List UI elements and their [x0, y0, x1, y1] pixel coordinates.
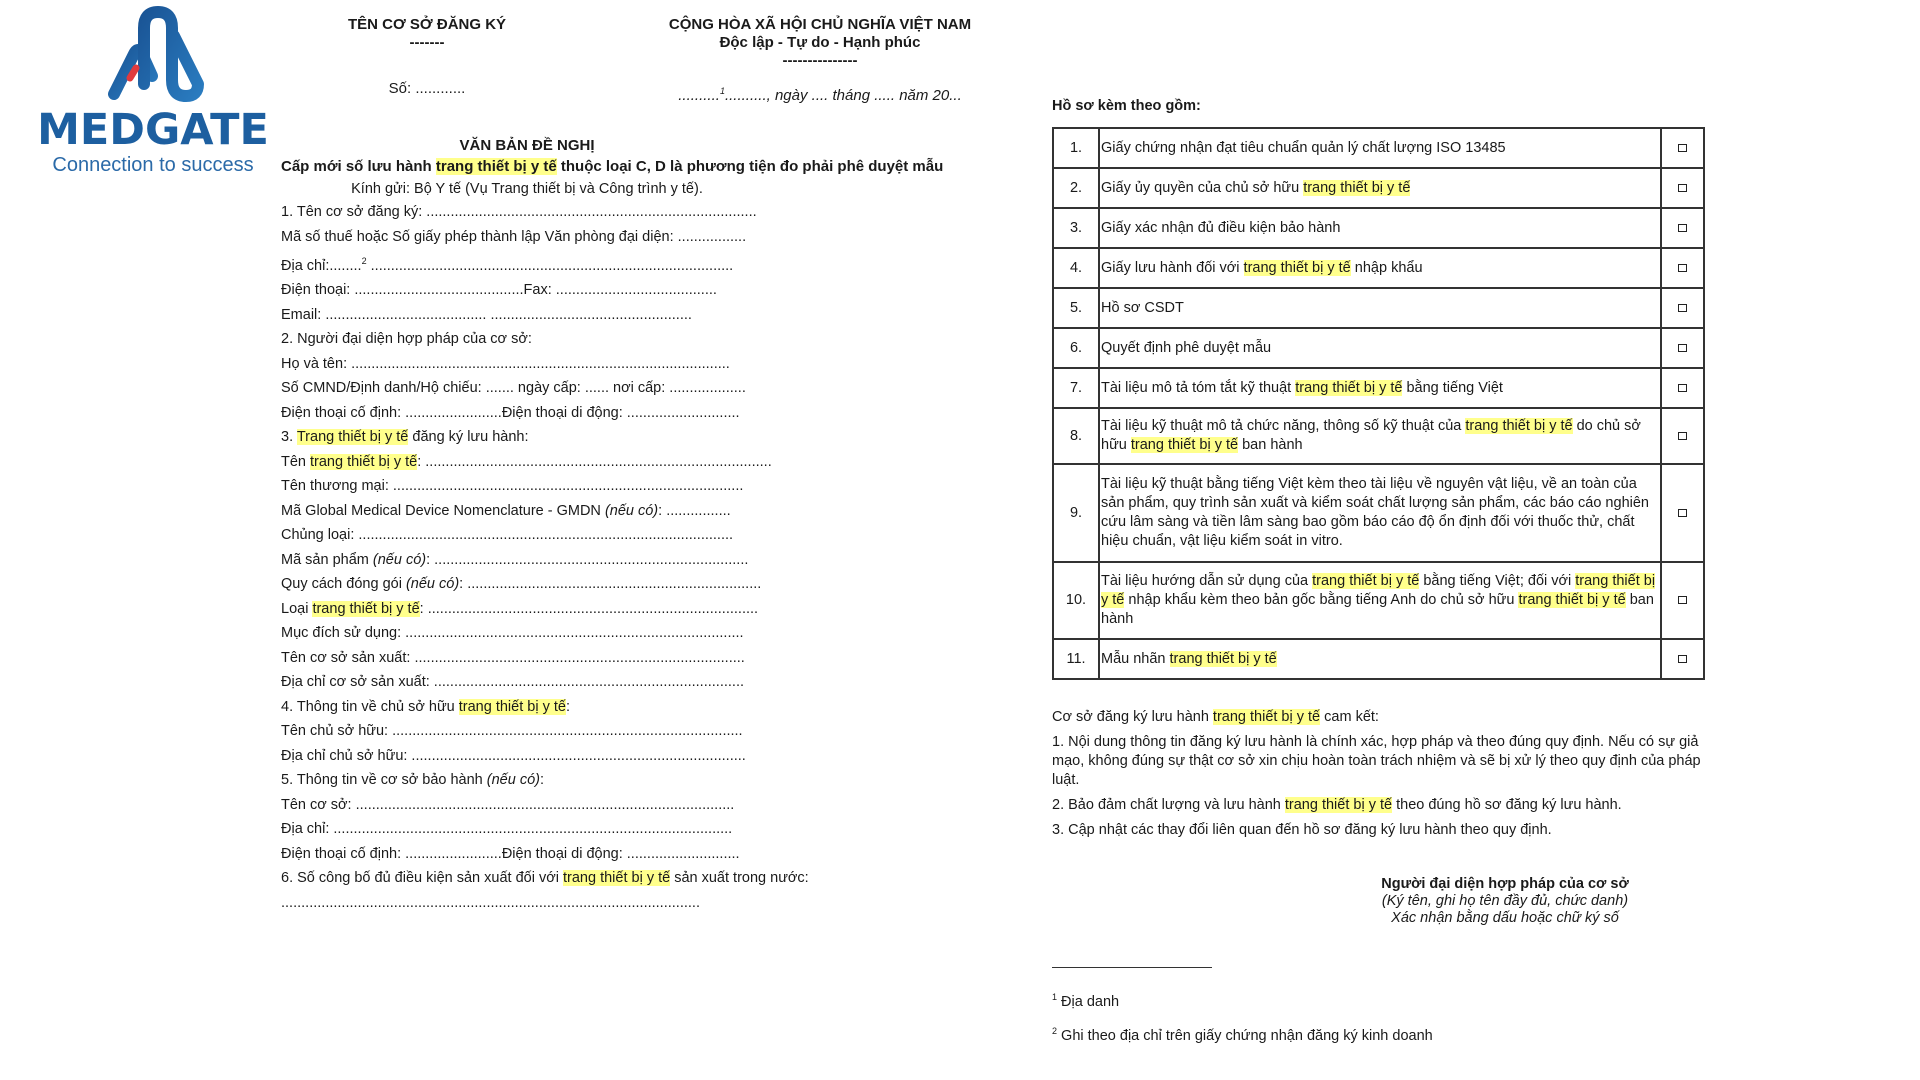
text: Giấy lưu hành đối với [1101, 259, 1244, 276]
text: Tài liệu mô tả tóm tắt kỹ thuật [1101, 379, 1296, 396]
field-device-type[interactable] [281, 597, 809, 622]
doc-subtitle [281, 158, 943, 176]
attachments-table [1052, 127, 1705, 680]
subtitle-highlight: trang thiết bị y tế [435, 158, 557, 175]
highlight: trang thiết bị y tế [562, 870, 671, 887]
optional-note: (nếu có) [372, 551, 427, 568]
attachment-checkbox-cell [1661, 639, 1704, 679]
section-device [281, 425, 809, 450]
checkbox-icon[interactable] [1678, 596, 1687, 604]
attachment-description [1099, 288, 1661, 328]
address-dots: .......................................................................................... [366, 257, 734, 274]
highlight: trang thiết bị y tế [1518, 592, 1626, 608]
subtitle-text: Cấp mới số lưu hành [281, 158, 436, 175]
signature-note-1: (Ký tên, ghi họ tên đầy đủ, chức danh) [1381, 893, 1629, 909]
date-suffix: .........., ngày .... tháng ..... năm 20... [724, 87, 962, 104]
footnote-ref-2: 2 [361, 256, 367, 266]
attachment-number: 7. [1053, 368, 1099, 408]
attachment-row [1053, 368, 1704, 408]
text-end: cam kết: [1320, 709, 1379, 725]
section-text: 6. Số công bố đủ điều kiện sản xuất đối với [281, 870, 563, 887]
attachments-heading: Hồ sơ kèm theo gồm: [1052, 98, 1201, 114]
attachment-row [1053, 248, 1704, 288]
attachment-number: 2. [1053, 168, 1099, 208]
highlight: trang thiết bị y tế [1303, 179, 1411, 196]
attachment-row [1053, 639, 1704, 679]
text: nhập khẩu kèm theo bản gốc bằng tiếng Anh do chủ sở hữu [1124, 592, 1519, 608]
section-text: đăng ký lưu hành: [408, 429, 529, 446]
registration-form [281, 200, 809, 915]
text: Tài liệu kỹ thuật bằng tiếng Việt kèm theo tài liệu về nguyên vật liệu, về an toàn của sản phẩm, quy trình sản xuất và kiểm soát chất lượng sản phẩm, các báo cáo nghiên cứu lâm sàng và tiền lâm sàng bao gồm báo cáo độ ổn định đối với thuốc thử, chất hiệu chuẩn, vật liệu kiểm soát in vitro. [1101, 476, 1649, 549]
section-text: 4. Thông tin về chủ sở hữu [281, 698, 459, 715]
field-category[interactable]: Chủng loại: ............................................................................................. [281, 527, 734, 544]
label: Quy cách đóng gói [281, 576, 406, 593]
field-intended-use[interactable]: Mục đích sử dụng: .................................................................................... [281, 625, 744, 642]
label: Mã Global Medical Device Nomenclature - GMDN [281, 502, 605, 519]
field-warranty-address[interactable]: Địa chỉ: ................................................................................................... [281, 821, 733, 838]
footnote-ref-1: 1 [719, 86, 725, 96]
commitment-1: 1. Nội dung thông tin đăng ký lưu hành là chính xác, hợp pháp và theo đúng quy định. Nếu có sự giả mạo, không đúng sự thật cơ sở xin chịu hoàn toàn trách nhiệm và sẽ bị xử lý theo quy định của pháp luật. [1052, 734, 1701, 788]
attachment-description [1099, 208, 1661, 248]
text: Cơ sở đăng ký lưu hành [1052, 709, 1213, 725]
checkbox-icon[interactable] [1678, 344, 1687, 352]
commitment-intro [1052, 708, 1732, 727]
highlight: trang thiết bị y tế [1284, 797, 1393, 813]
optional-note: (nếu có) [604, 502, 659, 519]
section-text: 5. Thông tin về cơ sở bảo hành [281, 772, 487, 789]
footnote-1 [1052, 988, 1119, 1012]
field-packaging[interactable] [281, 572, 809, 597]
checkbox-icon[interactable] [1678, 432, 1687, 440]
field-tax-code[interactable]: Mã số thuế hoặc Số giấy phép thành lập Văn phòng đại diện: ................. [281, 228, 747, 245]
text: Tài liệu kỹ thuật mô tả chức năng, thông số kỹ thuật của [1101, 418, 1466, 434]
attachment-row [1053, 328, 1704, 368]
attachment-number: 6. [1053, 328, 1099, 368]
highlight: trang thiết bị y tế [1295, 379, 1403, 396]
attachment-number: 8. [1053, 408, 1099, 464]
logo-brand: MEDGATE [37, 105, 269, 155]
signature-block [1340, 876, 1670, 927]
highlight: trang thiết bị y tế [310, 453, 418, 470]
highlight: trang thiết bị y tế [1243, 259, 1351, 276]
attachment-number: 11. [1053, 639, 1099, 679]
checkbox-icon[interactable] [1678, 264, 1687, 272]
section-number: 3. [281, 429, 297, 446]
highlight: trang thiết bị y tế [1169, 650, 1277, 667]
field-email[interactable]: Email: ........................................ .................................................. [281, 306, 692, 323]
highlight: trang thiết bị y tế [1465, 418, 1573, 434]
text: nhập khẩu [1350, 259, 1423, 276]
label: Loại [281, 600, 313, 617]
text: ban hành [1238, 437, 1303, 453]
checkbox-icon[interactable] [1678, 224, 1687, 232]
colon: : [539, 772, 545, 789]
field-production-number[interactable]: ........................................................................................................ [281, 894, 700, 911]
attachment-checkbox-cell [1661, 248, 1704, 288]
text: Quyết định phê duyệt mẫu [1101, 339, 1272, 356]
checkbox-icon[interactable] [1678, 384, 1687, 392]
highlight: trang thiết bị y tế [1130, 437, 1239, 453]
commitment-section [1052, 708, 1732, 840]
attachment-checkbox-cell [1661, 288, 1704, 328]
dots: : ................ [658, 502, 731, 519]
checkbox-icon[interactable] [1678, 144, 1687, 152]
field-owner-name[interactable]: Tên chủ sở hữu: ....................................................................................... [281, 723, 743, 740]
attachment-checkbox-cell [1661, 128, 1704, 168]
field-device-name[interactable] [281, 450, 809, 475]
optional-note: (nếu có) [486, 772, 540, 789]
attachment-checkbox-cell [1661, 464, 1704, 562]
field-owner-address[interactable]: Địa chỉ chủ sở hữu: ................................................................................... [281, 747, 746, 764]
highlight: trang thiết bị y tế [458, 698, 566, 715]
footnote-text: Địa danh [1061, 993, 1120, 1010]
text: Tài liệu hướng dẫn sử dụng của [1101, 573, 1313, 589]
field-trade-name[interactable]: Tên thương mại: ....................................................................................... [281, 478, 744, 495]
doc-title: VĂN BẢN ĐỀ NGHỊ [459, 137, 595, 154]
field-phone-fax[interactable]: Điện thoại: ..........................................Fax: ........................................ [281, 282, 717, 299]
footnote-mark: 1 [1052, 992, 1058, 1002]
address-label: Địa chỉ:........ [281, 257, 362, 274]
footnote-text: Ghi theo địa chỉ trên giấy chứng nhận đăng ký kinh doanh [1061, 1027, 1433, 1044]
field-rep-name[interactable]: Họ và tên: .............................................................................................. [281, 355, 730, 372]
section-legal-rep: 2. Người đại diện hợp pháp của cơ sở: [281, 331, 532, 348]
highlight: trang thiết bị y tế [1101, 573, 1656, 608]
section-warranty [281, 768, 809, 793]
text: Giấy chứng nhận đạt tiêu chuẩn quản lý chất lượng ISO 13485 [1101, 139, 1506, 156]
field-warranty-phone[interactable]: Điện thoại cố định: ........................Điện thoại di động: ............................ [281, 845, 740, 862]
field-org-name[interactable]: 1. Tên cơ sở đăng ký: .................................................................................. [281, 204, 757, 220]
medgate-logo-mark-icon [106, 6, 206, 104]
doc-number: Số: ............ [388, 80, 466, 97]
recipient: Kính gửi: Bộ Y tế (Vụ Trang thiết bị và Công trình y tế). [351, 181, 703, 197]
attachment-number: 10. [1053, 562, 1099, 639]
dots: : .................................................................................. [419, 600, 759, 617]
footnote-divider [1052, 967, 1212, 968]
attachment-row [1053, 408, 1704, 464]
attachment-description [1099, 328, 1661, 368]
text: ban hành [1101, 592, 1654, 627]
attachment-checkbox-cell [1661, 368, 1704, 408]
attachment-row [1053, 128, 1704, 168]
section-production-number [281, 866, 809, 891]
attachment-number: 9. [1053, 464, 1099, 562]
label: Mã sản phẩm [281, 551, 373, 568]
field-address[interactable] [281, 249, 809, 278]
highlight: trang thiết bị y tế [312, 600, 420, 617]
attachment-row [1053, 464, 1704, 562]
org-label: TÊN CƠ SỞ ĐĂNG KÝ [347, 16, 507, 33]
checkbox-icon[interactable] [1678, 184, 1687, 192]
attachment-description [1099, 368, 1661, 408]
attachment-description [1099, 639, 1661, 679]
attachment-description [1099, 562, 1661, 639]
field-rep-phone[interactable]: Điện thoại cố định: ........................Điện thoại di động: ............................ [281, 404, 740, 421]
field-manufacturer[interactable]: Tên cơ sở sản xuất: .................................................................................. [281, 649, 745, 666]
attachment-row [1053, 288, 1704, 328]
attachment-checkbox-cell [1661, 328, 1704, 368]
text: bằng tiếng Việt [1402, 379, 1503, 396]
text: bằng tiếng Việt; đối với [1419, 573, 1576, 589]
field-rep-id[interactable]: Số CMND/Định danh/Hộ chiếu: ....... ngày cấp: ...... nơi cấp: ................... [281, 380, 746, 397]
attachment-description [1099, 408, 1661, 464]
optional-note: (nếu có) [405, 576, 460, 593]
section-text-end: sản xuất trong nước: [670, 870, 809, 887]
dots: : .............................................................................. [426, 551, 749, 568]
field-warranty-name[interactable]: Tên cơ sở: .............................................................................................. [281, 796, 735, 813]
attachment-description [1099, 168, 1661, 208]
commitment-3: 3. Cập nhật các thay đổi liên quan đến hồ sơ đăng ký lưu hành theo quy định. [1052, 822, 1552, 838]
footnote-mark: 2 [1052, 1026, 1058, 1036]
text-end: theo đúng hồ sơ đăng ký lưu hành. [1392, 797, 1622, 813]
attachment-checkbox-cell [1661, 408, 1704, 464]
attachment-row [1053, 168, 1704, 208]
attachment-row [1053, 562, 1704, 639]
attachment-description [1099, 464, 1661, 562]
checkbox-icon[interactable] [1678, 304, 1687, 312]
attachment-number: 5. [1053, 288, 1099, 328]
attachment-number: 3. [1053, 208, 1099, 248]
highlight: trang thiết bị y tế [1212, 709, 1321, 725]
motto: Độc lập - Tự do - Hạnh phúc [719, 34, 921, 51]
dots: : ......................................................................... [459, 576, 762, 593]
text: Hồ sơ CSDT [1101, 299, 1184, 316]
highlight: Trang thiết bị y tế [296, 429, 409, 446]
country-name: CỘNG HÒA XÃ HỘI CHỦ NGHĨA VIỆT NAM [668, 16, 972, 33]
text: 2. Bảo đảm chất lượng và lưu hành [1052, 797, 1285, 813]
date-line [600, 82, 1040, 105]
org-dashes: ------- [409, 34, 445, 51]
attachment-description [1099, 128, 1661, 168]
attachment-checkbox-cell [1661, 168, 1704, 208]
attachment-description [1099, 248, 1661, 288]
logo-tagline: Connection to success [52, 154, 254, 176]
checkbox-icon[interactable] [1678, 509, 1687, 517]
field-gmdn[interactable] [281, 499, 809, 524]
label: Tên [281, 453, 311, 470]
signature-title: Người đại diện hợp pháp của cơ sở [1381, 876, 1629, 892]
attachment-checkbox-cell [1661, 562, 1704, 639]
medgate-logo [28, 6, 278, 176]
attachment-number: 4. [1053, 248, 1099, 288]
field-product-code[interactable] [281, 548, 809, 573]
motto-dashes: --------------- [782, 52, 858, 69]
attachment-number: 1. [1053, 128, 1099, 168]
text: do chủ sở hữu [1101, 418, 1641, 453]
attachment-checkbox-cell [1661, 208, 1704, 248]
highlight: trang thiết bị y tế [1312, 573, 1420, 589]
text: Giấy ủy quyền của chủ sở hữu [1101, 179, 1304, 196]
colon: : [565, 698, 570, 715]
footnote-2 [1052, 1022, 1433, 1046]
text: Mẫu nhãn [1101, 650, 1170, 667]
section-owner [281, 695, 809, 720]
subtitle-text-end: thuộc loại C, D là phương tiện đo phải phê duyệt mẫu [556, 158, 944, 175]
date-prefix: .......... [678, 87, 720, 104]
dots: : ...................................................................................... [417, 453, 772, 470]
field-manufacturer-address[interactable]: Địa chỉ cơ sở sản xuất: ............................................................................. [281, 674, 744, 691]
attachment-row [1053, 208, 1704, 248]
checkbox-icon[interactable] [1678, 655, 1687, 663]
commitment-2 [1052, 796, 1732, 815]
signature-note-2: Xác nhận bằng dấu hoặc chữ ký số [1391, 910, 1619, 926]
text: Giấy xác nhận đủ điều kiện bảo hành [1101, 219, 1341, 236]
